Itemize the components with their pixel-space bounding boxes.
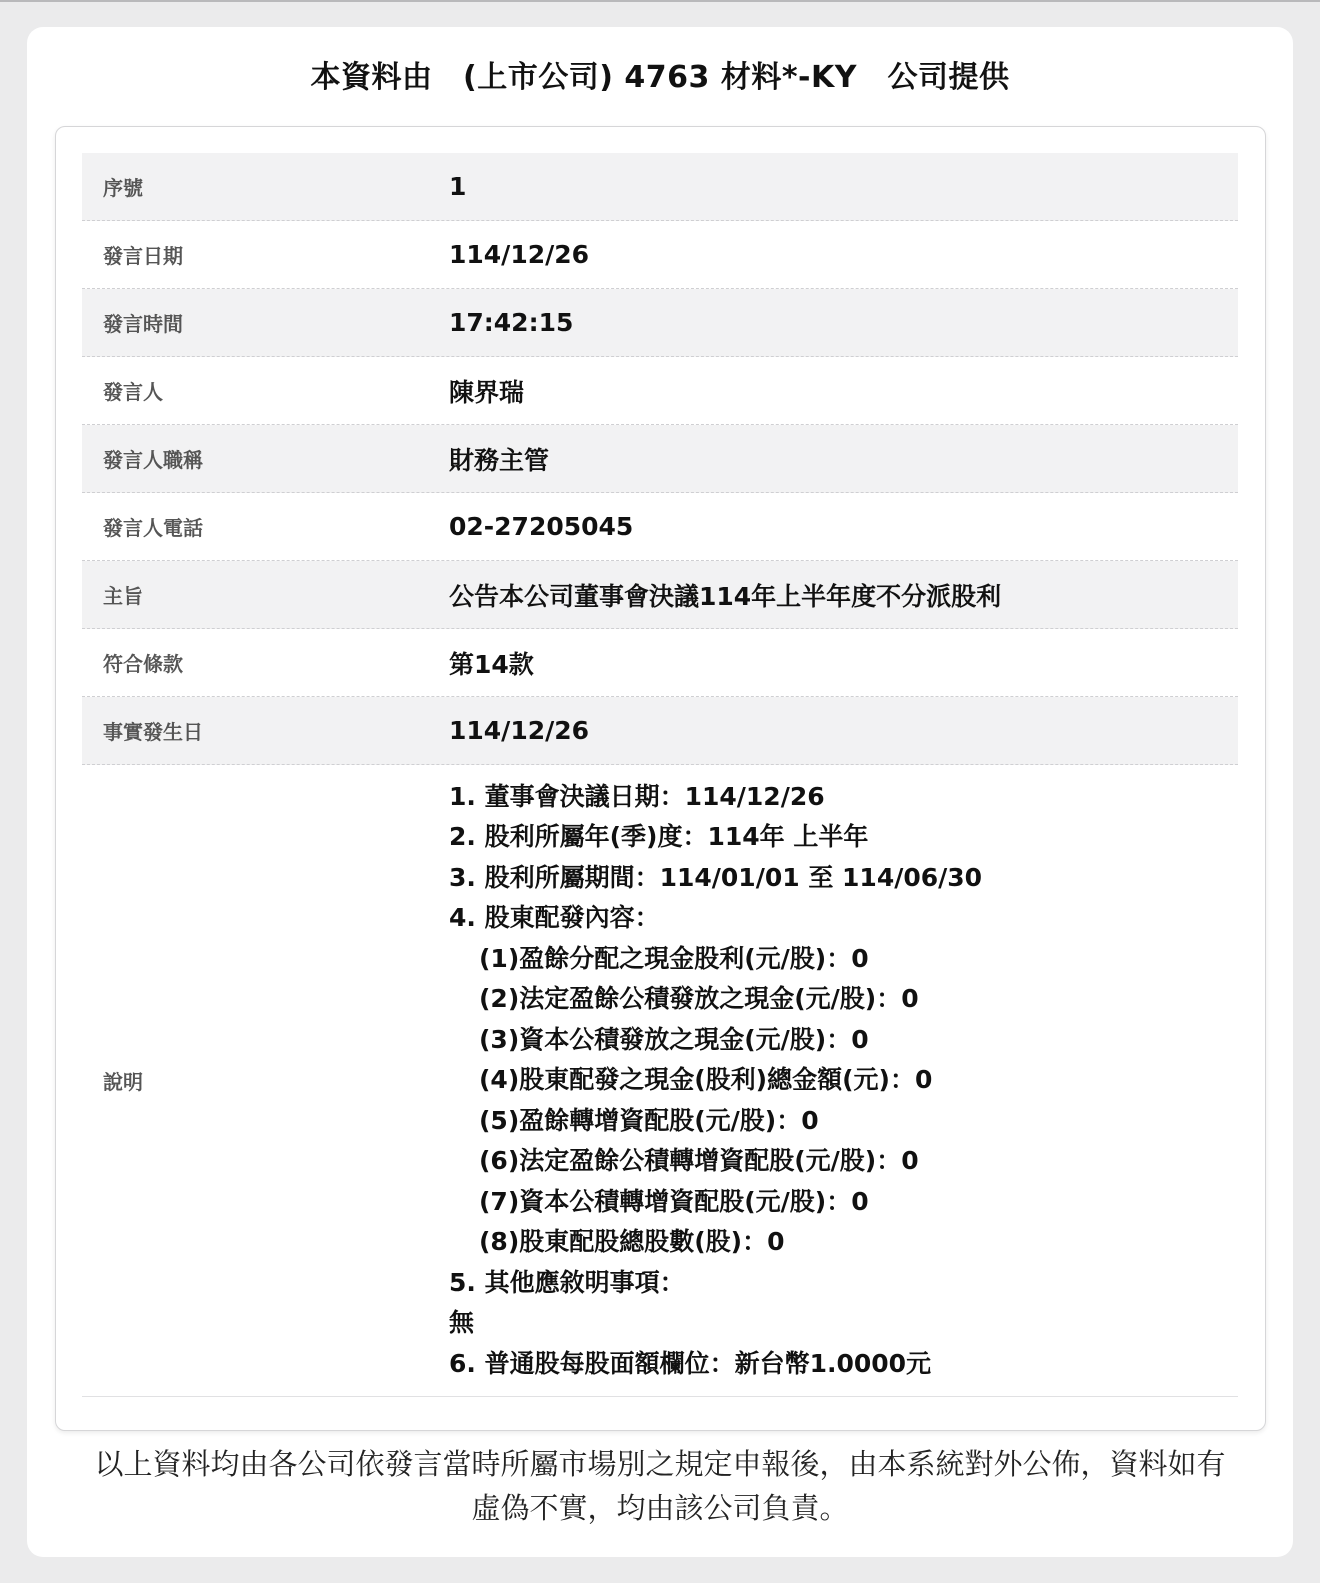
field-label: 序號 (103, 176, 143, 200)
row-spokesperson-title (82, 425, 1238, 493)
description-line: (6)法定盈餘公積轉增資配股(元/股)：0 (479, 1146, 919, 1176)
announcement-panel (55, 126, 1266, 1431)
row-time (82, 289, 1238, 357)
row-fact-date (82, 697, 1238, 765)
field-value: 陳界瑞 (449, 377, 525, 407)
description-line: 4. 股東配發內容： (449, 903, 660, 933)
field-label: 發言人 (103, 380, 163, 404)
description-line: 2. 股利所屬年(季)度：114年 上半年 (449, 822, 869, 852)
announcement-table (82, 153, 1238, 1397)
field-value: 114/12/26 (449, 716, 590, 745)
description-text (449, 777, 1238, 1385)
field-label: 主旨 (103, 584, 143, 608)
description-line: (3)資本公積發放之現金(元/股)：0 (479, 1024, 869, 1054)
row-spokesperson-phone (82, 493, 1238, 561)
row-description (82, 765, 1238, 1397)
field-value: 公告本公司董事會決議114年上半年度不分派股利 (449, 581, 1002, 611)
row-spokesperson (82, 357, 1238, 425)
description-line: (5)盈餘轉增資配股(元/股)：0 (479, 1105, 819, 1135)
field-value: 1 (449, 172, 467, 201)
description-line: 6. 普通股每股面額欄位：新台幣1.0000元 (449, 1348, 932, 1378)
page-title: 本資料由 (上市公司) 4763 材料*-KY 公司提供 (310, 60, 1010, 95)
description-line: (4)股東配發之現金(股利)總金額(元)：0 (479, 1065, 933, 1095)
top-border (0, 0, 1320, 2)
row-subject (82, 561, 1238, 629)
disclaimer (40, 1442, 1280, 1530)
field-label: 事實發生日 (103, 720, 203, 744)
field-value: 第14款 (449, 649, 534, 679)
field-value: 02-27205045 (449, 512, 634, 541)
description-line: 5. 其他應敘明事項： (449, 1267, 685, 1297)
field-value: 114/12/26 (449, 240, 590, 269)
field-label: 發言時間 (103, 312, 183, 336)
description-line: 1. 董事會決議日期：114/12/26 (449, 781, 825, 811)
field-label: 發言人職稱 (103, 448, 203, 472)
field-label: 發言人電話 (103, 516, 203, 540)
description-line: 無 (449, 1308, 475, 1338)
row-date (82, 221, 1238, 289)
field-value: 17:42:15 (449, 308, 574, 337)
description-line: (2)法定盈餘公積發放之現金(元/股)：0 (479, 984, 919, 1014)
row-serial (82, 153, 1238, 221)
disclaimer-line: 以上資料均由各公司依發言當時所屬市場別之規定申報後，由本系統對外公佈，資料如有 (94, 1447, 1226, 1481)
description-line: 3. 股利所屬期間：114/01/01 至 114/06/30 (449, 862, 983, 892)
row-clause (82, 629, 1238, 697)
field-label: 發言日期 (103, 244, 183, 268)
description-line: (1)盈餘分配之現金股利(元/股)：0 (479, 943, 869, 973)
field-value: 財務主管 (449, 445, 550, 475)
description-line: (8)股東配股總股數(股)：0 (479, 1227, 785, 1257)
disclaimer-line: 虛偽不實，均由該公司負責。 (471, 1491, 849, 1525)
description-line: (7)資本公積轉增資配股(元/股)：0 (479, 1186, 869, 1216)
field-label: 說明 (103, 1070, 143, 1094)
field-label: 符合條款 (103, 652, 183, 676)
